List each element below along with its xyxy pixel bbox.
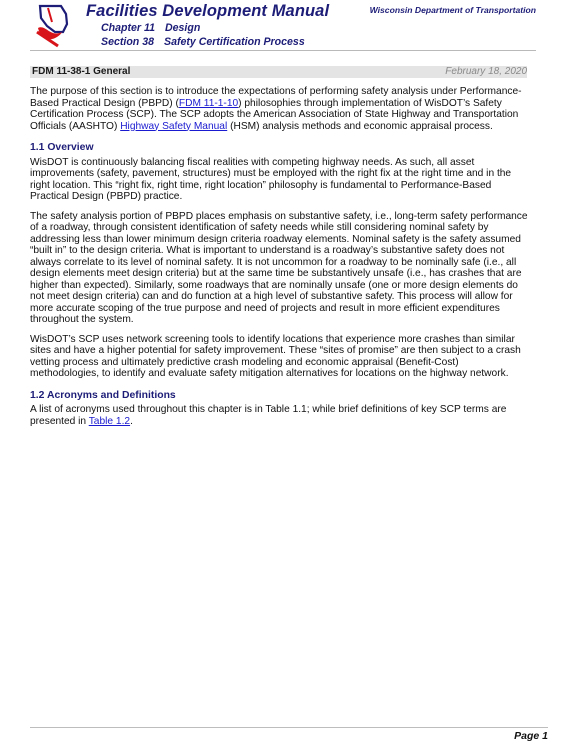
section-name: Safety Certification Process: [164, 36, 305, 48]
intro-paragraph: [30, 86, 528, 132]
intro-text-2: ) philosophies through implementation of WisDOT’s Safety Certification Process (SCP). The SCP adopts the American Association of State Highway and Transportation Officials (AASHTO): [30, 97, 519, 132]
acronyms-heading: 1.2 Acronyms and Definitions: [30, 389, 176, 401]
section-date: February 18, 2020: [445, 66, 527, 77]
section-label: Section 38: [101, 36, 154, 48]
acronyms-text-1: A list of acronyms used throughout this chapter is in Table 1.1; while brief definitions of key SCP terms are presented in: [30, 404, 507, 427]
section-code: FDM 11-38-1 General: [32, 66, 131, 77]
document-body: [30, 86, 528, 435]
section-bar: [30, 66, 527, 78]
acronyms-text-2: .: [130, 415, 133, 427]
intro-text-3: (HSM) analysis methods and economic appraisal process.: [227, 120, 493, 132]
chapter-label: Chapter 11: [101, 22, 155, 34]
overview-paragraph-1: WisDOT is continuously balancing fiscal realities with competing highway needs. As such, all asset improvements (safety, pavement, structures) must be employed with the right fix at the right time and in the right location. This “right fix, right time, right location” philosophy is fundamental to Performance-Based Practical Design (PBPD) practice.: [30, 156, 512, 202]
highway-safety-manual-link[interactable]: Highway Safety Manual: [120, 120, 228, 132]
section-line: [101, 36, 305, 48]
intro-text-1: The purpose of this section is to introduce the expectations of performing safety analysis under Performance-Based Practical Design (PBPD) (: [30, 86, 522, 109]
overview-paragraph-3: WisDOT’s SCP uses network screening tools to identify locations that experience more crashes than similar sites and have a higher potential for safety improvement. These “sites of promise” are then subject to a crash vetting process and ultimately predictive crash modeling and economic appraisal (Benefit-Cost) methodologies, to identify and evaluate safety mitigation alternatives for locations on the highway network.: [30, 333, 521, 379]
overview-paragraph-2: The safety analysis portion of PBPD places emphasis on substantive safety, i.e., long-term safety performance of a roadway, through consistent identification of safety needs while still considering nominal safety by addressing less than lower minimum design criteria roadway elements. Nominal safety is the safety assumed “built in” to the design criteria. What is important to understand is a roadway’s substantive safety does not always correlate to its level of nominal safety. It is not uncommon for a roadway to be nominally safe (i.e., all design elements meet design criteria) but at the same time be substantively unsafe (i.e., has crashes that are higher than expected). Similarly, some roadways that are nominally unsafe (one or more design elements do not meet design criteria) can and do function at a high level of substantive safety. This process will allow for more accurate scoping of the true purpose and need of projects and result in more efficient expenditures throughout the system.: [30, 210, 528, 325]
footer-divider: [30, 727, 548, 728]
department-name: Wisconsin Department of Transportation: [369, 5, 536, 15]
fdm-11-1-10-link[interactable]: FDM 11-1-10: [178, 97, 239, 109]
wisdot-logo-icon: [34, 2, 74, 48]
acronyms-paragraph: [30, 404, 528, 427]
chapter-line: [101, 22, 200, 34]
chapter-name: Design: [164, 22, 201, 34]
overview-heading: 1.1 Overview: [30, 142, 94, 153]
table-1-2-link[interactable]: Table 1.2: [88, 415, 131, 427]
page-header: [30, 0, 536, 51]
page-number: Page 1: [514, 730, 548, 742]
manual-title: Facilities Development Manual: [86, 2, 330, 20]
